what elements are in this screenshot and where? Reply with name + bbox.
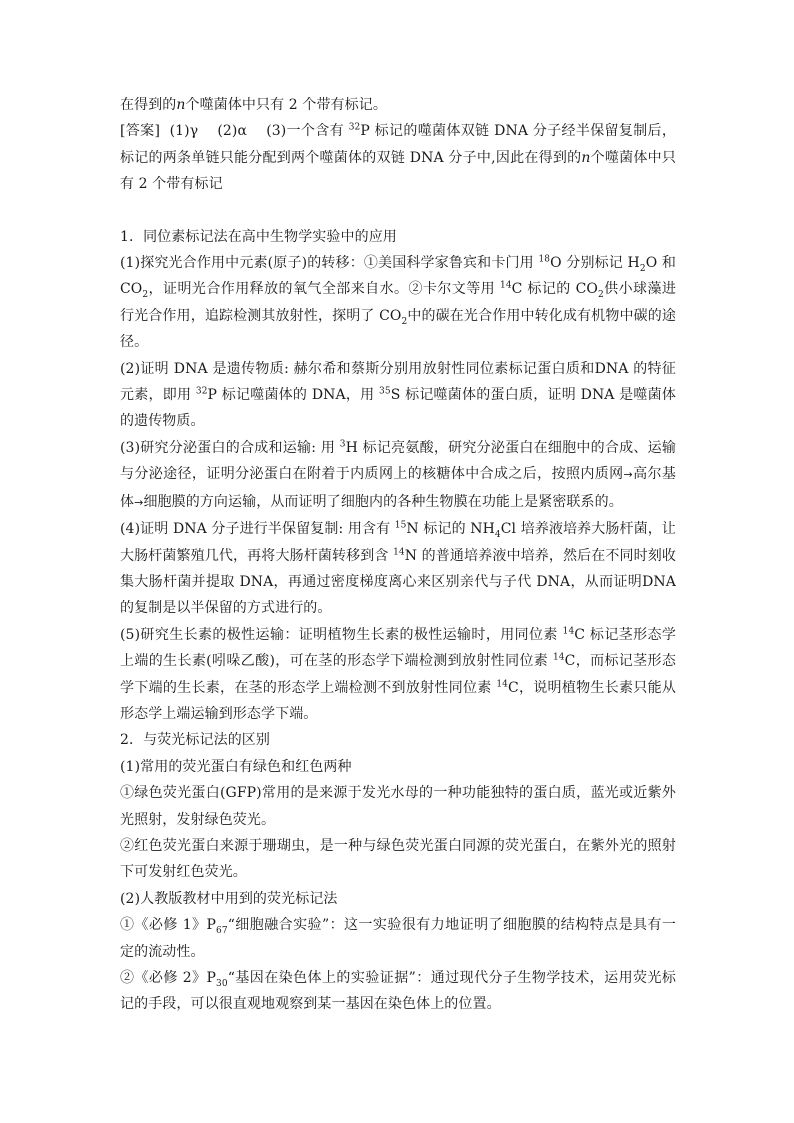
section-heading-1: 1．同位素标记法在高中生物学实验中的应用 xyxy=(120,228,397,245)
item-gfp: ①绿色荧光蛋白(GFP)常用的是来源于发光水母的一种功能独特的蛋白质，蓝光或近紫外光照射，发射绿色荧光。 xyxy=(120,785,676,828)
section-heading-2: 2．与荧光标记法的区别 xyxy=(120,732,271,749)
item-photosynthesis: (1)探究光合作用中元素(原子)的转移：①美国科学家鲁宾和卡门用 $^{18}$O 分别标记 $H_2O$ 和 $CO_2$，证明光合作用释放的氧气全部来自水。②卡尔文等用 $^{14}$C 标记的 $CO_2$供小球藻进行光合作用，追踪检测其放射性，探明了 $CO_2$中的碳在光合作用中转化成有机物中碳的途径。 xyxy=(120,254,677,351)
section-gap xyxy=(120,198,676,224)
document-page xyxy=(120,92,676,1018)
item-rfp: ②红色荧光蛋白来源于珊瑚虫，是一种与绿色荧光蛋白同源的荧光蛋白，在紫外光的照射下可发射红色荧光。 xyxy=(120,837,676,881)
item-cell-fusion: ①《必修 1》$P_{67}“$细胞融合实验”：这一实验很有力地证明了细胞膜的结构特点是具有一定的流动性。 xyxy=(120,917,677,960)
subheading-fluorescent-proteins: (1)常用的荧光蛋白有绿色和红色两种 xyxy=(120,758,352,775)
item-dna-genetic-material: (2)证明 DNA 是遗传物质: 赫尔希和蔡斯分别用放射性同位素标记蛋白质和DNA 的特征元素，即用 $^{32}$P 标记噬菌体的 DNA，用 $^{35}$S 标记噬菌体的蛋白质，证明 DNA 是噬菌体的遗传物质。 xyxy=(120,360,676,430)
item-gene-on-chromosome: ②《必修 2》$P_{30}“$基因在染色体上的实验证据”：通过现代分子生物学技术，运用荧光标记的手段，可以很直观地观察到某一基因在染色体上的位置。 xyxy=(120,970,677,1013)
answer-paragraph: [答案] (1)γ (2)α (3)一个含有 $^{32}$P 标记的噬菌体双链 DNA 分子经半保留复制后，标记的两条单链只能分配到两个噬菌体的双链 DNA 分子中,因此在得到的n个噬菌体中只有 2 个带有标记 xyxy=(120,122,676,193)
subheading-textbook-usage: (2)人教版教材中用到的荧光标记法 xyxy=(120,890,338,907)
item-secretory-protein: (3)研究分泌蛋白的合成和运输: 用 $^3$H 标记亮氨酸，研究分泌蛋白在细胞中的合成、运输与分泌途径，证明分泌蛋白在附着于内质网上的核糖体中合成之后，按照内质网→高尔基体→细胞膜的方向运输，从而证明了细胞内的各种生物膜在功能上是紧密联系的。 xyxy=(120,439,676,510)
answer-tail-line: 在得到的n个噬菌体中只有 2 个带有标记。 xyxy=(120,97,387,113)
item-auxin-polar-transport: (5)研究生长素的极性运输：证明植物生长素的极性运输时，用同位素 $^{14}$C 标记茎形态学上端的生长素(吲哚乙酸)，可在茎的形态学下端检测到放射性同位素 $^{14}$C，而标记茎形态学下端的生长素，在茎的形态学上端检测不到放射性同位素 $^{14}$C，说明植物生长素只能从形态学上端运输到形态学下端。 xyxy=(120,626,676,722)
item-semiconservative-replication: (4)证明 DNA 分子进行半保留复制: 用含有 $^{15}$N 标记的 $NH_4Cl$ 培养液培养大肠杆菌，让大肠杆菌繁殖几代，再将大肠杆菌转移到含 $^{14}$N 的普通培养液中培养，然后在不同时刻收集大肠杆菌并提取 DNA，再通过密度梯度离心来区别亲代与子代 DNA，从而证明DNA 的复制是以半保留的方式进行的。 xyxy=(120,520,676,617)
